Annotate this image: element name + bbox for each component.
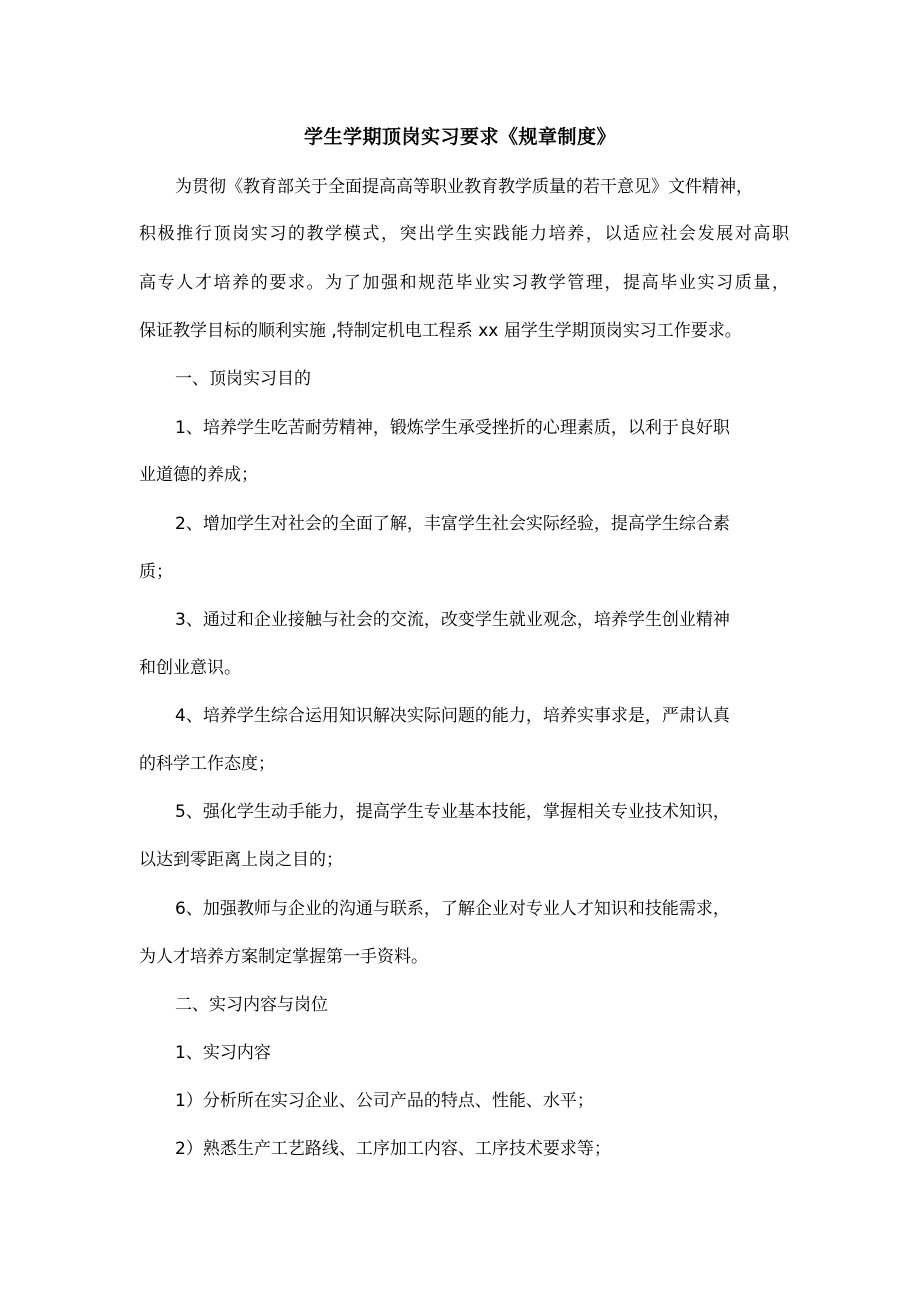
paragraph-line: 为人才培养方案制定掌握第一手资料。 [139, 947, 428, 967]
paragraph-line: 高专人才培养的要求。为了加强和规范毕业实习教学管理，提高毕业实习质量， [139, 273, 789, 293]
paragraph-line: 业道德的养成； [139, 465, 258, 485]
paragraph-line: 5、强化学生动手能力，提高学生专业基本技能，掌握相关专业技术知识， [175, 802, 730, 822]
paragraph-line: 和创业意识。 [139, 658, 241, 678]
list-item: 2）熟悉生产工艺路线、工序加工内容、工序技术要求等； [175, 1139, 611, 1159]
paragraph-line: 为贯彻《教育部关于全面提高高等职业教育教学质量的若干意见》文件精神， [175, 177, 753, 197]
list-item: 1）分析所在实习企业、公司产品的特点、性能、水平； [175, 1091, 594, 1111]
subsection-heading: 1、实习内容 [175, 1043, 271, 1063]
paragraph-line: 6、加强教师与企业的沟通与联系，了解企业对专业人才知识和技能需求， [175, 899, 730, 919]
section-heading: 一、顶岗实习目的 [175, 369, 311, 389]
paragraph-line: 保证教学目标的顺利实施 ,特制定机电工程系 xx 届学生学期顶岗实习工作要求。 [139, 321, 742, 341]
paragraph-line: 2、增加学生对社会的全面了解，丰富学生社会实际经验，提高学生综合素 [175, 514, 730, 534]
paragraph-line: 4、培养学生综合运用知识解决实际问题的能力，培养实事求是，严肃认真 [175, 706, 730, 726]
paragraph-line: 以达到零距离上岗之目的； [139, 850, 343, 870]
paragraph-line: 3、通过和企业接触与社会的交流，改变学生就业观念，培养学生创业精神 [175, 610, 730, 630]
paragraph-line: 的科学工作态度； [139, 754, 275, 774]
paragraph-line: 积极推行顶岗实习的教学模式，突出学生实践能力培养，以适应社会发展对高职 [139, 224, 789, 244]
document-title: 学生学期顶岗实习要求《规章制度》 [303, 126, 616, 148]
section-heading: 二、实习内容与岗位 [175, 995, 328, 1015]
paragraph-line: 质； [139, 562, 173, 582]
paragraph-line: 1、培养学生吃苦耐劳精神，锻炼学生承受挫折的心理素质，以利于良好职 [175, 418, 730, 438]
